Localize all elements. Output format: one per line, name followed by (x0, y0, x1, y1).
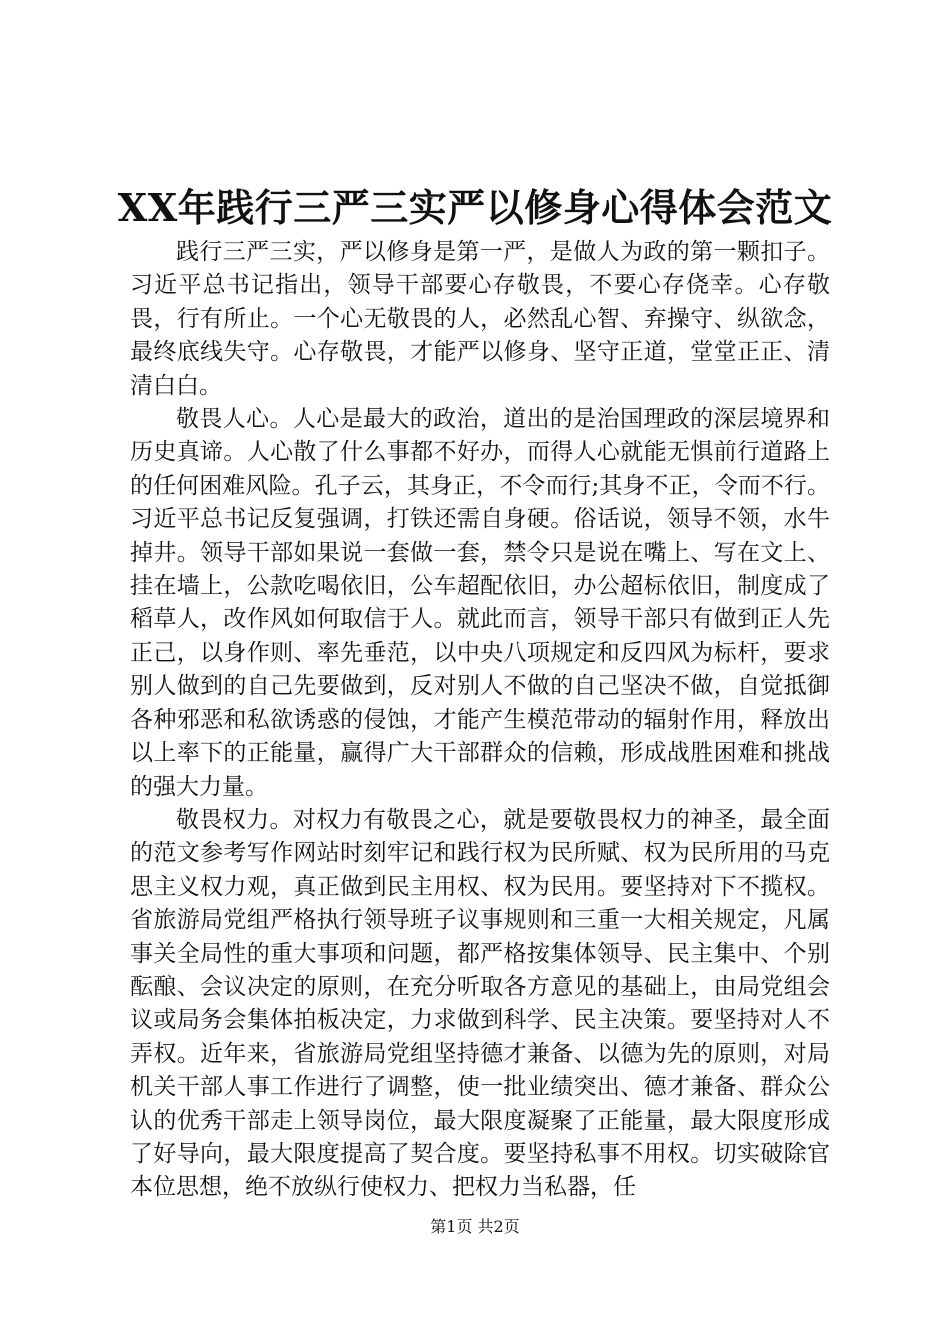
paragraph-2: 敬畏人心。人心是最大的政治，道出的是治国理政的深层境界和历史真谛。人心散了什么事都不好办，而得人心就能无惧前行道路上的任何困难风险。孔子云，其身正，不令而行;其身不正，令而不行。习近平总书记反复强调，打铁还需自身硬。俗话说，领导不领，水牛掉井。领导干部如果说一套做一套，禁令只是说在嘴上、写在文上、挂在墙上，公款吃喝依旧，公车超配依旧，办公超标依旧，制度成了稻草人，改作风如何取信于人。就此而言，领导干部只有做到正人先正己，以身作则、率先垂范，以中央八项规定和反四风为标杆，要求别人做到的自己先要做到，反对别人不做的自己坚决不做，自觉抵御各种邪恶和私欲诱惑的侵蚀，才能产生模范带动的辐射作用，释放出以上率下的正能量，赢得广大干部群众的信赖，形成战胜困难和挑战的强大力量。 (130, 406, 830, 800)
page-footer: 第1页 共2页 (430, 1217, 520, 1236)
document-body (130, 236, 830, 1205)
paragraph-1: 践行三严三实，严以修身是第一严，是做人为政的第一颗扣子。习近平总书记指出，领导干部要心存敬畏，不要心存侥幸。心存敬畏，行有所止。一个心无敬畏的人，必然乱心智、弃操守、纵欲念，最终底线失守。心存敬畏，才能严以修身、坚守正道，堂堂正正、清清白白。 (130, 239, 830, 399)
document-title: XX年践行三严三实严以修身心得体会范文 (117, 185, 833, 230)
paragraph-3: 敬畏权力。对权力有敬畏之心，就是要敬畏权力的神圣，最全面的范文参考写作网站时刻牢记和践行权为民所赋、权为民所用的马克思主义权力观，真正做到民主用权、权为民用。要坚持对下不揽权。省旅游局党组严格执行领导班子议事规则和三重一大相关规定，凡属事关全局性的重大事项和问题，都严格按集体领导、民主集中、个别酝酿、会议决定的原则，在充分听取各方意见的基础上，由局党组会议或局务会集体拍板决定，力求做到科学、民主决策。要坚持对人不弄权。近年来，省旅游局党组坚持德才兼备、以德为先的原则，对局机关干部人事工作进行了调整，使一批业绩突出、德才兼备、群众公认的优秀干部走上领导岗位，最大限度凝聚了正能量，最大限度形成了好导向，最大限度提高了契合度。要坚持私事不用权。切实破除官本位思想，绝不放纵行使权力、把权力当私器，任 (130, 806, 830, 1201)
